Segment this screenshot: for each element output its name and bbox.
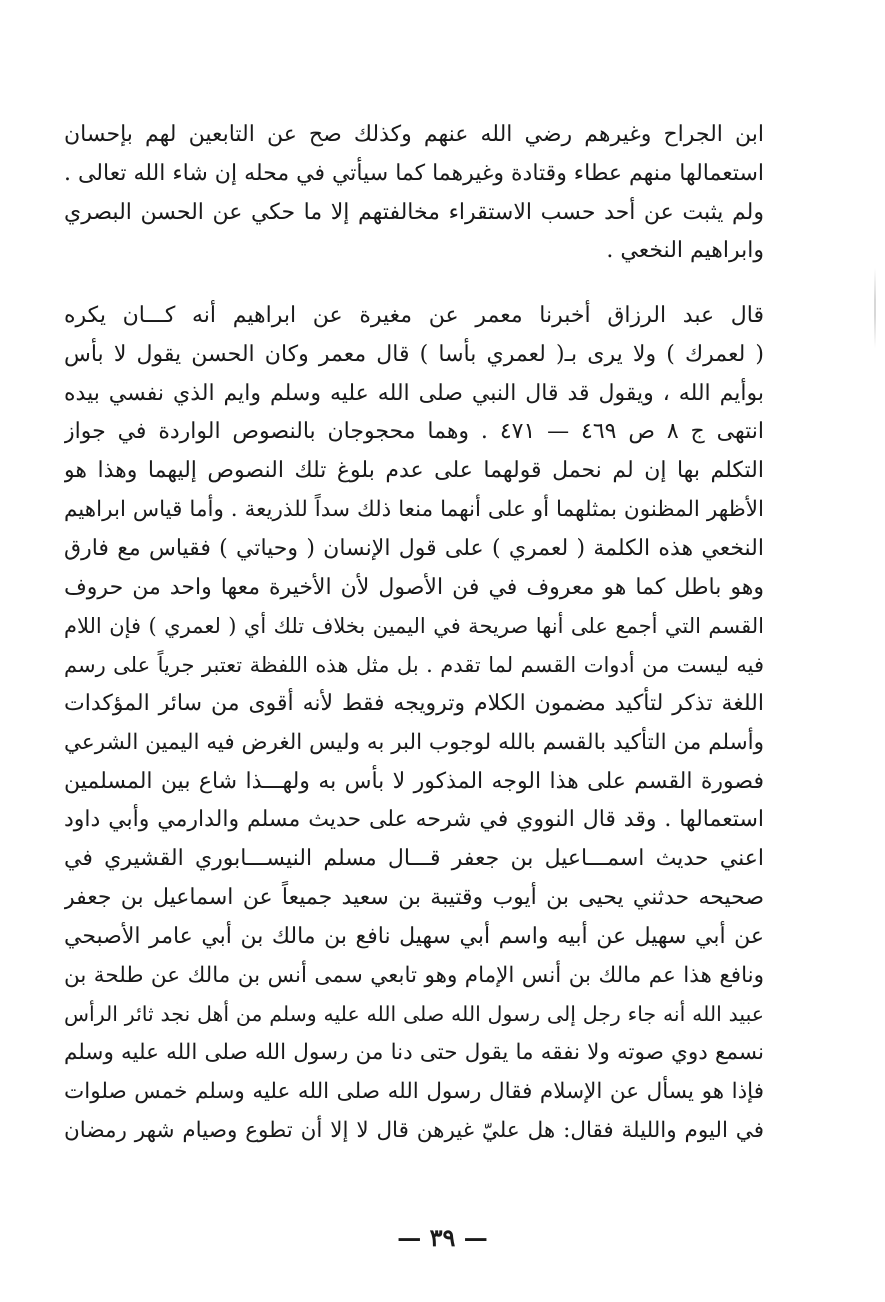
text-line: ونافع هذا عم مالك بن أنس الإمام وهو تابعي سمى أنس بن مالك عن طلحة بن [64,962,764,988]
text-line: وابراهيم النخعي . [606,238,764,264]
text-line: استعمالها . وقد قال النووي في شرحه على حديث مسلم والدارمي وأبي داود [64,807,764,833]
paragraph-2 [64,297,764,1151]
text-line: عن أبي سهيل عن أبيه واسم أبي سهيل نافع بن مالك بن أبي عامر الأصبحي [64,923,764,949]
text-line: ولم يثبت عن أحد حسب الاستقراء مخالفتهم إلا ما حكي عن الحسن البصري [64,199,764,225]
text-line: عبيد الله أنه جاء رجل إلى رسول الله صلى الله عليه وسلم من أهل نجد ثائر الرأس [64,1002,764,1027]
page-number: — ٣٩ — [397,1223,488,1252]
text-line: اللغة تذكر لتأكيد مضمون الكلام وترويجه فقط لأنه أقوى من سائر المؤكدات [64,690,764,716]
text-line: بوأيم الله ، ويقول قد قال النبي صلى الله عليه وسلم وايم الذي نفسي بيده [64,380,764,406]
text-line: التكلم بها إن لم نحمل قولهما على عدم بلوغ تلك النصوص إليهما وهذا هو [64,458,764,484]
text-line: فإذا هو يسأل عن الإسلام فقال رسول الله صلى الله عليه وسلم خمس صلوات [64,1078,764,1104]
text-line: صحيحه حدثني يحيى بن أيوب وقتيبة بن سعيد جميعاً عن اسماعيل بن جعفر [64,884,764,910]
text-line: اعني حديث اسمـــاعيل بن جعفر قـــال مسلم النيســـابوري القشيري في [64,846,764,872]
text-line: انتهى ج ٨ ص ٤٦٩ — ٤٧١ . وهما محجوجان بالنصوص الواردة في جواز [64,419,764,445]
text-line: فيه ليست من أدوات القسم لما تقدم . بل مثل هذه اللفظة تعتبر جرياً على رسم [64,653,764,678]
text-line: الأظهر المظنون بمثلهما أو على أنهما منعا ذلك سداً للذريعة . وأما قياس ابراهيم [64,496,764,522]
paragraph-1 [64,116,764,271]
text-line: القسم التي أجمع على أنها صريحة في اليمين بخلاف تلك أي ( لعمري ) فإن اللام [64,614,764,639]
text-line: ( لعمرك ) ولا يرى بـ( لعمري بأسا ) قال معمر وكان الحسن يقول لا بأس [64,341,764,367]
text-line: نسمع دوي صوته ولا نفقه ما يقول حتى دنا من رسول الله صلى الله عليه وسلم [64,1040,764,1066]
text-line: قال عبد الرزاق أخبرنا معمر عن مغيرة عن ابراهيم أنه كـــان يكره [64,303,764,328]
text-line: النخعي هذه الكلمة ( لعمري ) على قول الإنسان ( وحياتي ) فقياس مع فارق [64,535,764,561]
text-line: في اليوم والليلة فقال: هل عليّ غيرهن قال لا إلا أن تطوع وصيام شهر رمضان [64,1117,764,1143]
text-line: ابن الجراح وغيرهم رضي الله عنهم وكذلك صح عن التابعين لهم بإحسان [64,122,764,147]
text-line: فصورة القسم على هذا الوجه المذكور لا بأس به ولهـــذا شاع بين المسلمين [64,768,764,794]
text-line: استعمالها منهم عطاء وقتادة وغيرهما كما سيأتي في محله إن شاء الله تعالى . [64,160,764,186]
text-line: وهو باطل كما هو معروف في فن الأصول لأن الأخيرة معها واحد من حروف [64,574,764,600]
text-line: وأسلم من التأكيد بالقسم بالله لوجوب البر به وليس الغرض فيه اليمين الشرعي [64,729,764,755]
page-edge-shadow [874,268,876,348]
